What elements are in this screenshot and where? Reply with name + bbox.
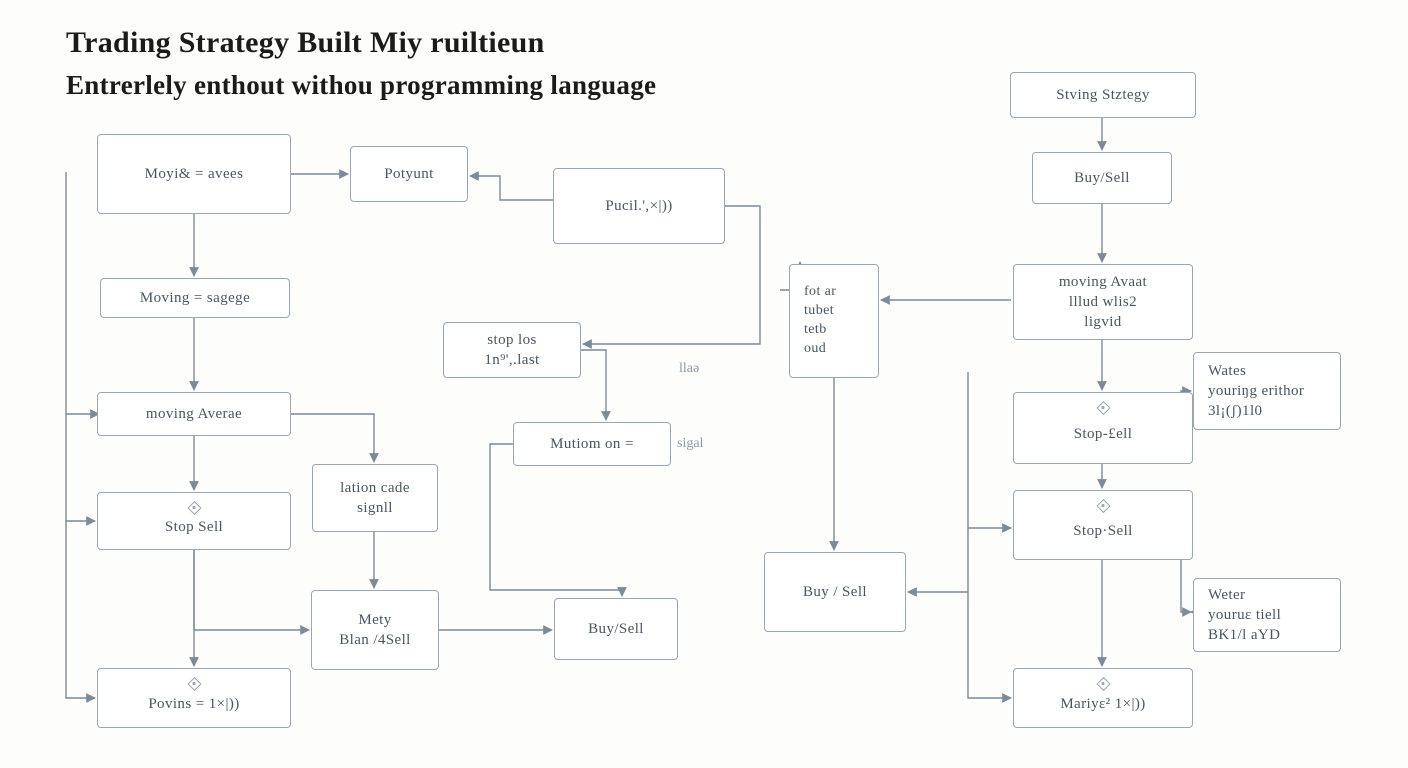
- node-label: stop los: [487, 331, 537, 348]
- node-label-2: youruɛ tiell: [1208, 606, 1282, 623]
- node-label: Mariyɛ² 1×|)): [1060, 695, 1146, 712]
- node-label-3: ligvid: [1084, 314, 1122, 331]
- node-label: fot ar: [804, 284, 837, 300]
- diamond-icon: [1097, 677, 1110, 690]
- node-n10[interactable]: [554, 598, 678, 660]
- node-label: Mety: [358, 611, 392, 628]
- node-label-3: tetb: [804, 322, 827, 337]
- node-label-2: signll: [357, 500, 393, 516]
- node-label: Mutiom on =: [550, 435, 634, 452]
- edge-label-1: llaə: [679, 361, 700, 376]
- node-n3[interactable]: [553, 168, 725, 244]
- node-n7[interactable]: [312, 464, 438, 532]
- node-n11[interactable]: [443, 322, 581, 378]
- node-label: Stop-£ell: [1073, 425, 1133, 442]
- node-n15[interactable]: [1010, 72, 1196, 118]
- node-label: Weter: [1208, 586, 1246, 603]
- diamond-icon: [188, 501, 201, 514]
- node-label: Buy/Sell: [1074, 169, 1130, 186]
- node-label: Buy / Sell: [802, 583, 867, 600]
- node-n9[interactable]: [311, 590, 439, 670]
- node-label: Wates: [1208, 362, 1247, 379]
- diamond-icon: [1097, 401, 1110, 414]
- node-n5[interactable]: [97, 392, 291, 436]
- node-label-4: oud: [804, 340, 827, 356]
- page-title-line-1: Trading Strategy Built Miy ruiltieun: [66, 26, 545, 59]
- node-n22[interactable]: [1193, 578, 1341, 652]
- node-n21[interactable]: [1193, 352, 1341, 430]
- node-label-2: 1n⁹',.last: [484, 352, 540, 368]
- node-label-2: youriŋg erithor: [1208, 382, 1305, 399]
- node-label: Stving Stztegy: [1056, 86, 1150, 103]
- node-label-2: lllud wlis2: [1068, 293, 1138, 310]
- page-title-line-2: Entrerlely enthout withou programming language: [66, 70, 657, 100]
- node-label: Moyi& = avees: [144, 165, 244, 182]
- node-n14[interactable]: [764, 552, 906, 632]
- node-label-2: tubet: [804, 303, 834, 319]
- node-n4[interactable]: [100, 278, 290, 318]
- node-label-3: BK1/l aYD: [1208, 627, 1281, 644]
- node-label: Stop Sell: [164, 518, 224, 535]
- edge-label-2: sigal: [677, 436, 704, 451]
- node-label-3: 3l¡(ʃ)1l0: [1208, 403, 1263, 420]
- node-n6[interactable]: [97, 492, 291, 550]
- node-n2[interactable]: [350, 146, 468, 202]
- node-label: Buy/Sell: [588, 620, 644, 637]
- node-label: moving Averae: [145, 405, 243, 422]
- node-n19[interactable]: [1013, 490, 1193, 560]
- node-label: Povins = 1×|)): [148, 695, 240, 712]
- node-n12[interactable]: [513, 422, 671, 466]
- node-label: Pucil.',×|)): [605, 197, 673, 214]
- node-n8[interactable]: [97, 668, 291, 728]
- node-n16[interactable]: [1032, 152, 1172, 204]
- node-n17[interactable]: [1013, 264, 1193, 340]
- node-label: Stop·Sell: [1073, 522, 1133, 539]
- node-n18[interactable]: [1013, 392, 1193, 464]
- node-label: Potyunt: [384, 165, 434, 182]
- node-label: moving Avaat: [1058, 273, 1148, 290]
- node-n20[interactable]: [1013, 668, 1193, 728]
- node-label: Moving = sagege: [139, 289, 251, 306]
- diamond-icon: [1097, 499, 1110, 512]
- node-n1[interactable]: [97, 134, 291, 214]
- node-label: lation cade: [340, 479, 410, 496]
- diamond-icon: [188, 677, 201, 690]
- node-n13[interactable]: [789, 264, 879, 378]
- node-label-2: Blan /4Sell: [339, 632, 411, 648]
